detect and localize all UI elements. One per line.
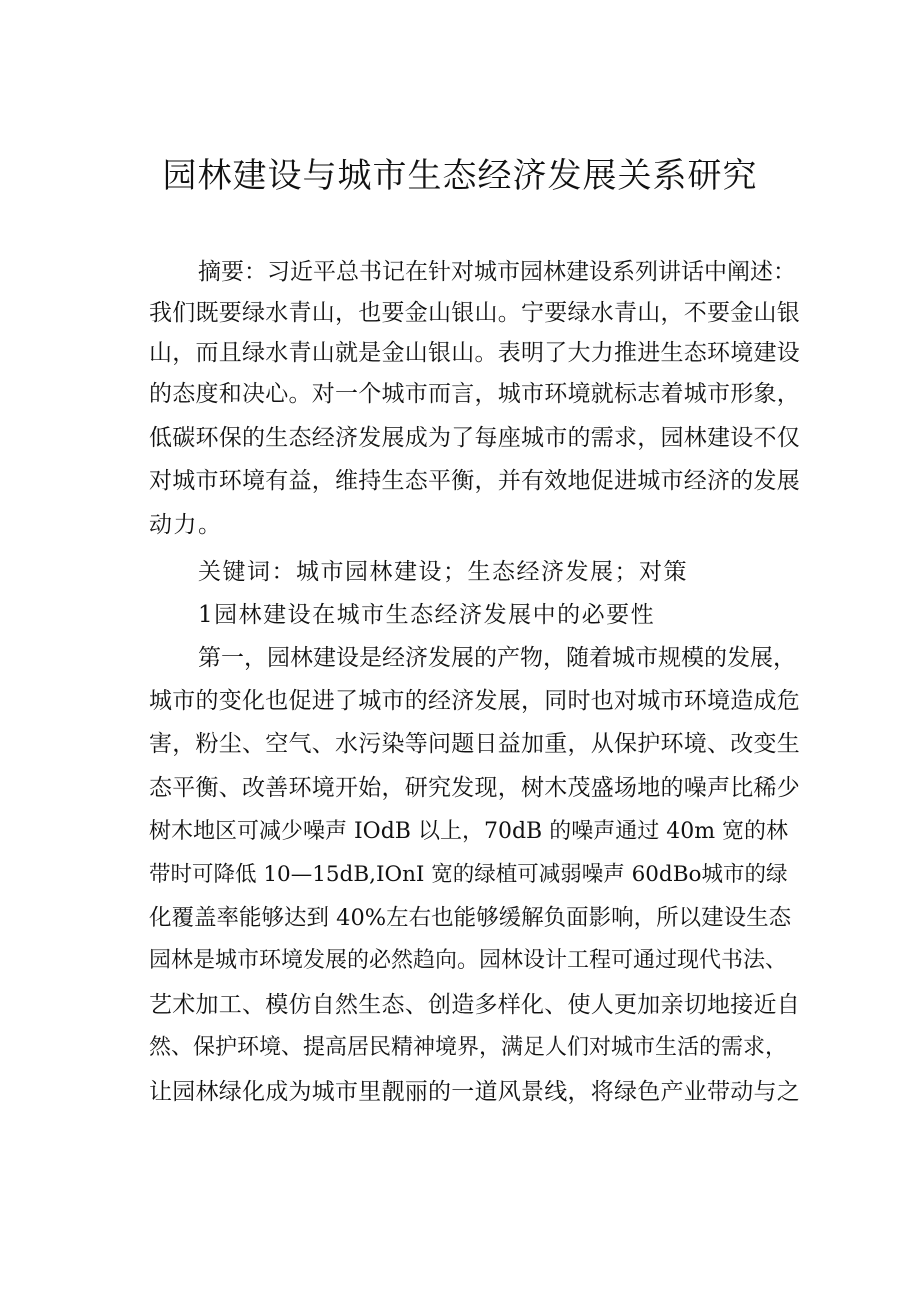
abstract-line: 山，而且绿水青山就是金山银山。表明了大力推进生态环境建设 xyxy=(149,340,800,366)
body-line: 让园林绿化成为城市里靓丽的一道风景线，将绿色产业带动与之 xyxy=(149,1079,800,1105)
body-line: 带时可降低 10—15dB,IOnI 宽的绿植可减弱噪声 60dBo城市的绿 xyxy=(149,862,788,887)
section-heading: 1园林建设在城市生态经济发展中的必要性 xyxy=(198,602,656,628)
body-line: 害，粉尘、空气、水污染等问题日益加重，从保护环境、改变生 xyxy=(149,731,800,757)
body-line: 城市的变化也促进了城市的经济发展，同时也对城市环境造成危 xyxy=(149,688,800,714)
abstract-line: 我们既要绿水青山，也要金山银山。宁要绿水青山，不要金山银 xyxy=(149,300,800,326)
abstract-line: 动力。 xyxy=(149,512,223,538)
abstract-line: 摘要：习近平总书记在针对城市园林建设系列讲话中阐述： xyxy=(198,259,796,285)
body-line: 态平衡、改善环境开始，研究发现，树木茂盛场地的噪声比稀少 xyxy=(149,775,800,801)
body-line: 然、保护环境、提高居民精神境界，满足人们对城市生活的需求， xyxy=(149,1035,788,1060)
abstract-line: 低碳环保的生态经济发展成为了每座城市的需求，园林建设不仅 xyxy=(149,425,800,451)
body-line: 园林是城市环境发展的必然趋向。园林设计工程可通过现代书法、 xyxy=(149,948,788,973)
body-line: 化覆盖率能够达到 40%左右也能够缓解负面影响，所以建设生态 xyxy=(149,905,792,931)
abstract-line: 对城市环境有益，维持生态平衡，并有效地促进城市经济的发展 xyxy=(149,468,800,494)
body-line: 第一，园林建设是经济发展的产物，随着城市规模的发展， xyxy=(198,645,796,671)
body-line: 树木地区可减少噪声 IOdB 以上，70dB 的噪声通过 40m 宽的林 xyxy=(149,819,789,844)
body-line: 艺术加工、模仿自然生态、创造多样化、使人更加亲切地接近自 xyxy=(149,992,800,1018)
abstract-line: 的态度和决心。对一个城市而言，城市环境就标志着城市形象， xyxy=(149,381,800,407)
keywords-line: 关键词：城市园林建设；生态经济发展；对策 xyxy=(198,559,688,585)
document-title: 园林建设与城市生态经济发展关系研究 xyxy=(162,156,758,196)
